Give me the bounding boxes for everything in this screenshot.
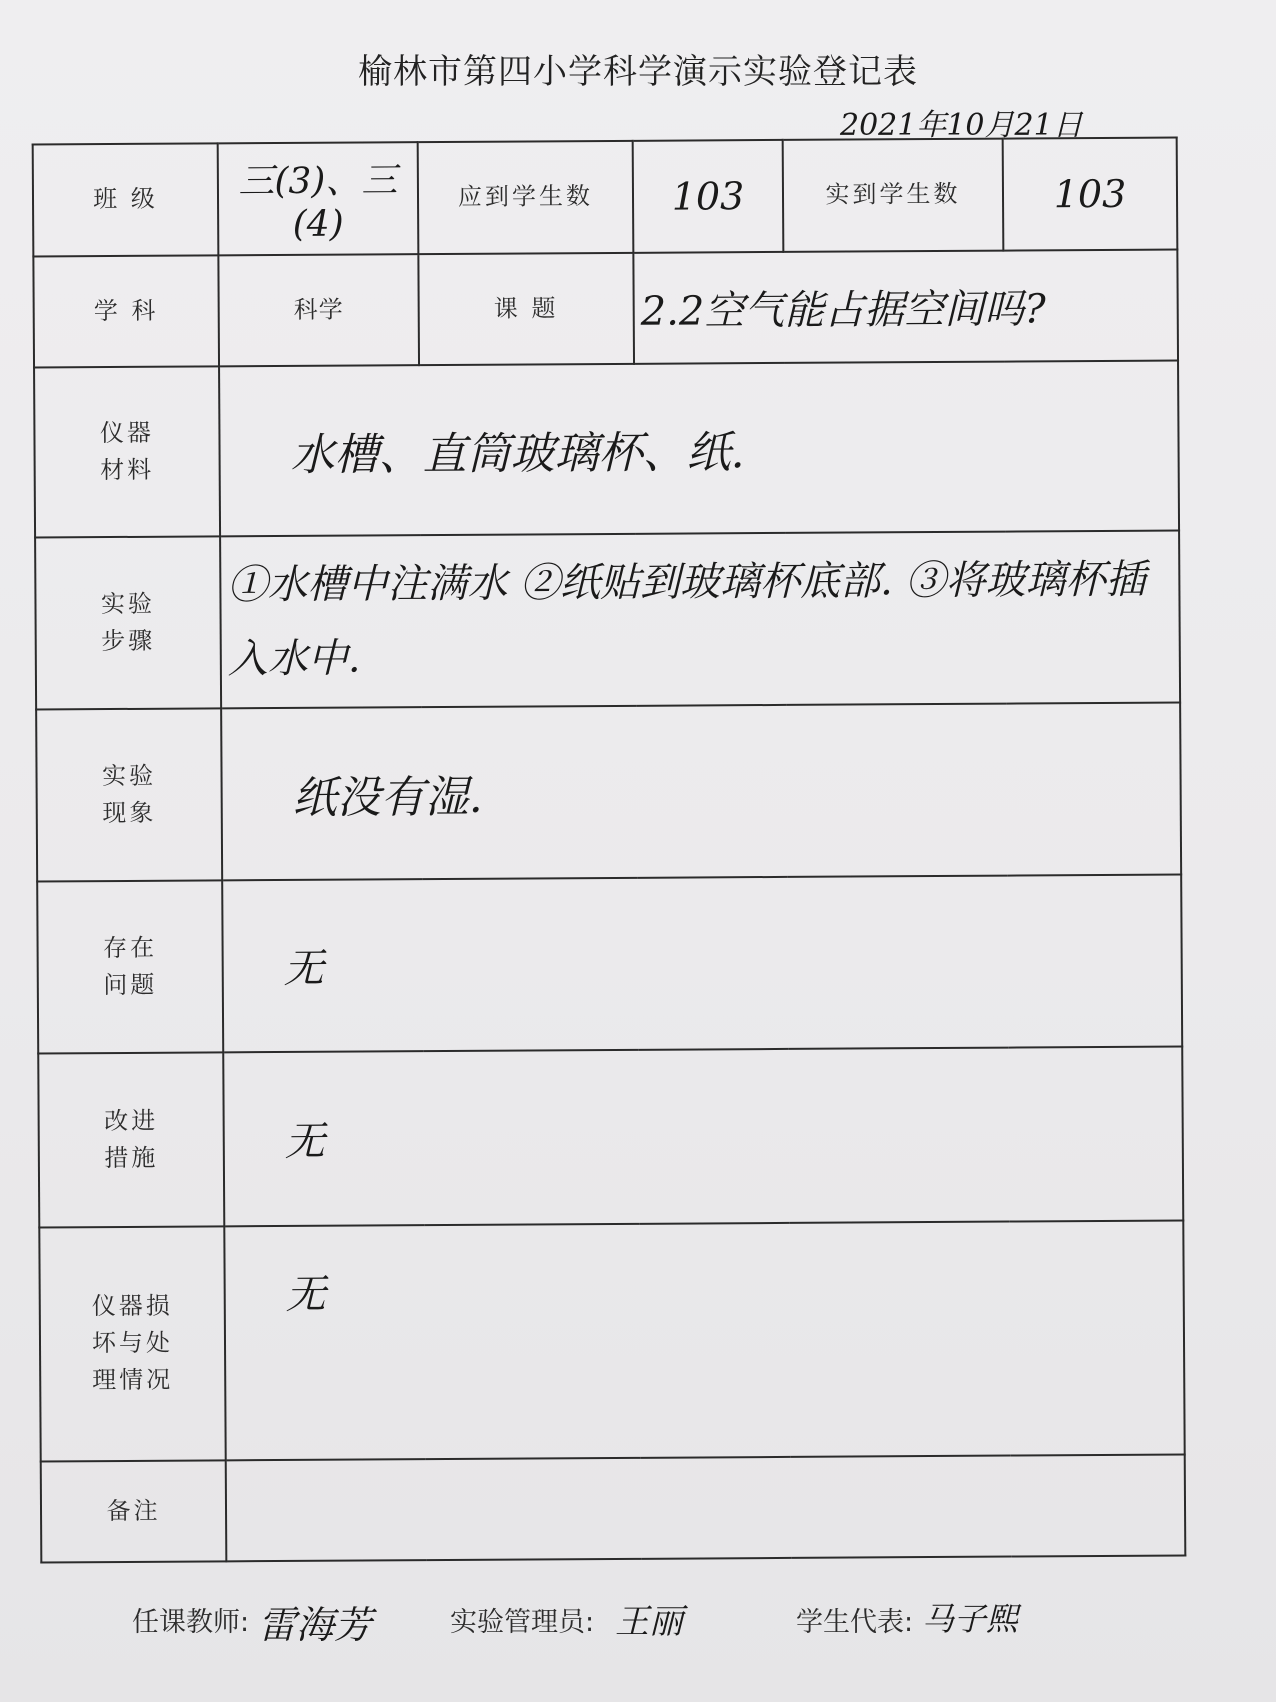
form-date: 2021年10月21日 (840, 108, 1083, 143)
phenomenon-row (36, 703, 1181, 882)
materials-label-line1: 仪器 (99, 419, 155, 448)
class-row (33, 138, 1178, 257)
phenomenon-value: 纸没有湿. (221, 703, 1181, 881)
registration-table (32, 137, 1187, 1564)
remarks-label: 备注 (41, 1460, 227, 1562)
expected-students-value: 103 (633, 140, 784, 253)
improvement-label-line2: 措施 (104, 1143, 159, 1172)
damage-label (39, 1226, 225, 1461)
problems-label-line2: 问题 (103, 970, 158, 999)
damage-value: 无 (224, 1220, 1184, 1460)
subject-value: 科学 (218, 254, 419, 367)
actual-students-label: 实到学生数 (783, 139, 1004, 252)
manager-label: 实验管理员: (450, 1607, 595, 1638)
expected-students-label: 应到学生数 (418, 141, 634, 254)
phenomenon-label (36, 708, 222, 881)
materials-row (34, 361, 1179, 538)
signature-footer (0, 1600, 1276, 1660)
student-signature: 马子熙 (922, 1600, 1019, 1638)
remarks-value (226, 1454, 1186, 1561)
teacher-label: 任课教师: (132, 1607, 250, 1638)
materials-value: 水槽、直筒玻璃杯、纸. (219, 361, 1179, 537)
manager-signature: 王丽 (615, 1602, 683, 1642)
form-title: 榆林市第四小学科学演示实验登记表 (358, 52, 918, 92)
problems-label (37, 880, 223, 1053)
damage-label-line1: 仪器损 (91, 1292, 173, 1321)
damage-row (39, 1220, 1184, 1461)
problems-value: 无 (222, 874, 1182, 1052)
remarks-row (41, 1454, 1186, 1562)
steps-label-line1: 实验 (100, 589, 156, 619)
improvement-row (38, 1046, 1183, 1227)
improvement-label-line1: 改进 (104, 1106, 159, 1135)
class-label: 班 级 (33, 143, 219, 256)
subject-label: 学 科 (33, 255, 219, 368)
improvement-label (38, 1052, 224, 1227)
improvement-value: 无 (223, 1046, 1183, 1226)
problems-label-line1: 存在 (103, 933, 158, 962)
damage-label-line3: 理情况 (92, 1366, 174, 1395)
steps-label (35, 537, 221, 710)
steps-label-line2: 步骤 (101, 626, 156, 656)
subject-row (33, 249, 1178, 368)
materials-label-line2: 材料 (100, 456, 155, 485)
student-label: 学生代表: (796, 1607, 914, 1638)
actual-students-value: 103 (1003, 138, 1178, 251)
class-value: 三(3)、三(4) (218, 142, 419, 255)
topic-value: 2.2空气能占据空间吗? (633, 249, 1178, 364)
steps-row (35, 531, 1180, 710)
steps-value: ①水槽中注满水 ②纸贴到玻璃杯底部. ③将玻璃杯插入水中. (220, 531, 1180, 709)
materials-label (34, 367, 220, 538)
topic-label: 课 题 (418, 253, 634, 366)
damage-label-line2: 坏与处 (91, 1329, 174, 1358)
problems-row (37, 874, 1182, 1053)
phenomenon-label-line1: 实验 (101, 761, 157, 791)
phenomenon-label-line2: 现象 (102, 798, 157, 828)
teacher-signature: 雷海芳 (258, 1603, 373, 1647)
